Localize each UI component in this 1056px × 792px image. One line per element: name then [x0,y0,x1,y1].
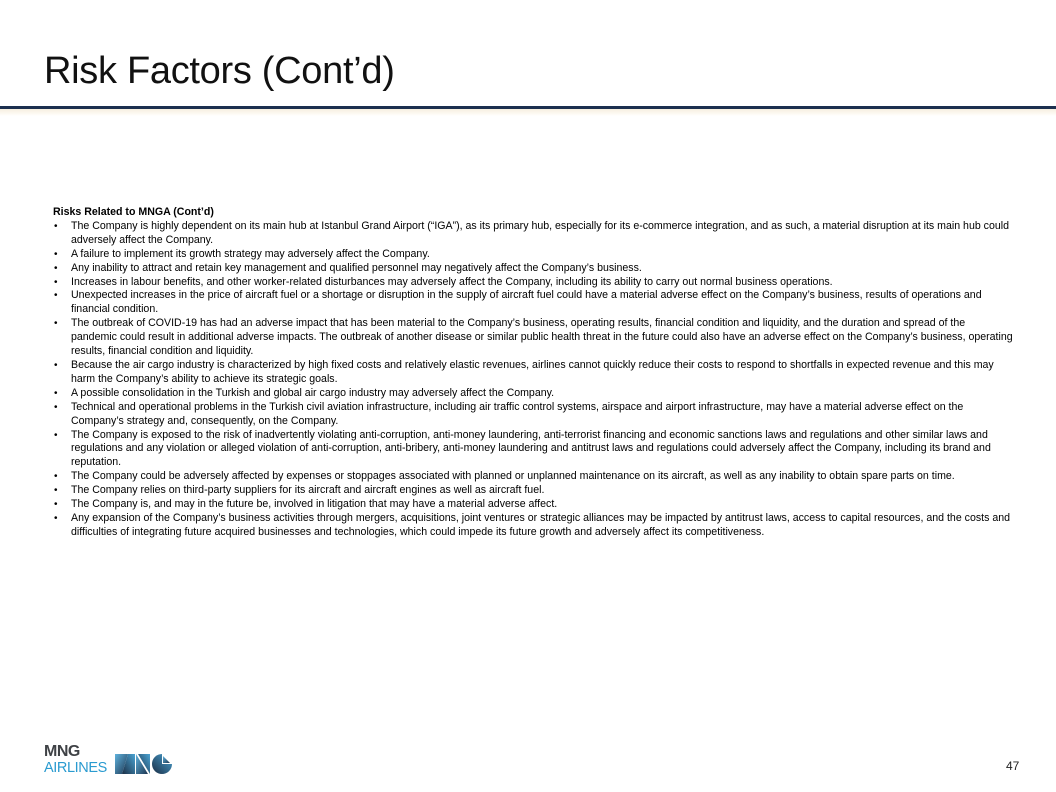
logo-text-airlines: AIRLINES [44,760,107,776]
list-item [53,429,1013,471]
list-item [53,289,1013,317]
section-heading: Risks Related to MNGA (Cont’d) [53,206,214,218]
bullet-icon: • [54,359,58,371]
bullet-icon: • [54,276,58,288]
page-number: 47 [1006,759,1020,773]
mng-airlines-logo [44,744,184,778]
bullet-icon: • [54,387,58,399]
list-item-text: The Company is, and may in the future be, involved in litigation that may have a material adverse affect. [71,498,558,511]
bullet-icon: • [54,290,58,302]
bullet-icon: • [54,471,58,483]
list-item [53,498,1013,512]
list-item-text: Technical and operational problems in the Turkish civil aviation infrastructure, including air traffic control systems, airspace and airport infrastructure, may have a material adverse effect on the Company’s strategy and, consequently, on the Company. [71,400,964,427]
list-item-text: The Company is highly dependent on its main hub at Istanbul Grand Airport (“IGA”), as its primary hub, especially for its e-commerce integration, and as such, a material disruption at its main hub could adversely affect the Company. [71,219,1009,246]
page-title: Risk Factors (Cont’d) [44,50,395,92]
bullet-icon: • [54,220,58,232]
bullet-icon: • [54,248,58,260]
bullet-icon: • [54,318,58,330]
list-item-text: Any inability to attract and retain key management and qualified personnel may negatively affect the Company’s business. [71,261,642,274]
bullet-icon: • [54,401,58,413]
list-item [53,401,1013,429]
list-item [53,387,1013,401]
list-item [53,276,1013,290]
bullet-icon: • [54,262,58,274]
list-item [53,317,1013,359]
list-item-text: A possible consolidation in the Turkish and global air cargo industry may adversely affect the Company. [71,386,555,399]
list-item [53,470,1013,484]
list-item-text: Because the air cargo industry is characterized by high fixed costs and relatively elastic revenues, airlines cannot quickly reduce their costs to respond to shortfalls in expected revenue and this may harm the Company’s ability to achieve its strategic goals. [71,358,994,385]
list-item-text: The Company is exposed to the risk of inadvertently violating anti-corruption, anti-money laundering, anti-terrorist financing and economic sanctions laws and regulations and other similar laws and regulations and any violation or alleged violation of anti-corruption, anti-bribery, anti-money laundering and antitrust laws and regulations could adversely affect the Company, including its brand and reputation. [71,428,991,469]
list-item-text: The Company relies on third-party suppliers for its aircraft and aircraft engines as well as aircraft fuel. [71,484,545,497]
risk-list [53,220,1013,540]
header-rule-shadow [0,109,1056,116]
list-item-text: Any expansion of the Company’s business activities through mergers, acquisitions, joint ventures or strategic alliances may be impacted by antitrust laws, access to capital resources, and the costs and difficulties of integrating future acquired businesses and technologies, which could impede its future growth and adversely affect its competitiveness. [71,511,1011,538]
bullet-icon: • [54,429,58,441]
list-item-text: A failure to implement its growth strategy may adversely affect the Company. [71,247,430,260]
bullet-icon: • [54,485,58,497]
list-item [53,262,1013,276]
list-item [53,484,1013,498]
bullet-icon: • [54,512,58,524]
list-item-text: Unexpected increases in the price of aircraft fuel or a shortage or disruption in the supply of aircraft fuel could have a material adverse effect on the Company’s business, results of operations and financial condition. [71,289,982,316]
list-item [53,220,1013,248]
list-item [53,248,1013,262]
list-item-text: The Company could be adversely affected by expenses or stoppages associated with planned or unplanned maintenance on its aircraft, as well as any inability to obtain spare parts on time. [71,470,955,483]
list-item [53,512,1013,540]
risk-factors-section [53,206,1013,540]
bullet-icon: • [54,499,58,511]
list-item-text: The outbreak of COVID-19 has had an adverse impact that has been material to the Company’s business, operating results, financial condition and liquidity, and the duration and spread of the pandemic could result in additional adverse impacts. The outbreak of another disease or similar public health threat in the future could also have an adverse effect on the Company’s business, operating results, financial condition and liquidity. [71,317,1013,358]
list-item-text: Increases in labour benefits, and other worker-related disturbances may adversely affect the Company, including its ability to carry out normal business operations. [71,275,833,288]
logo-text-mng: MNG [44,743,80,760]
list-item [53,359,1013,387]
mng-triangles-mark-icon [115,754,173,774]
